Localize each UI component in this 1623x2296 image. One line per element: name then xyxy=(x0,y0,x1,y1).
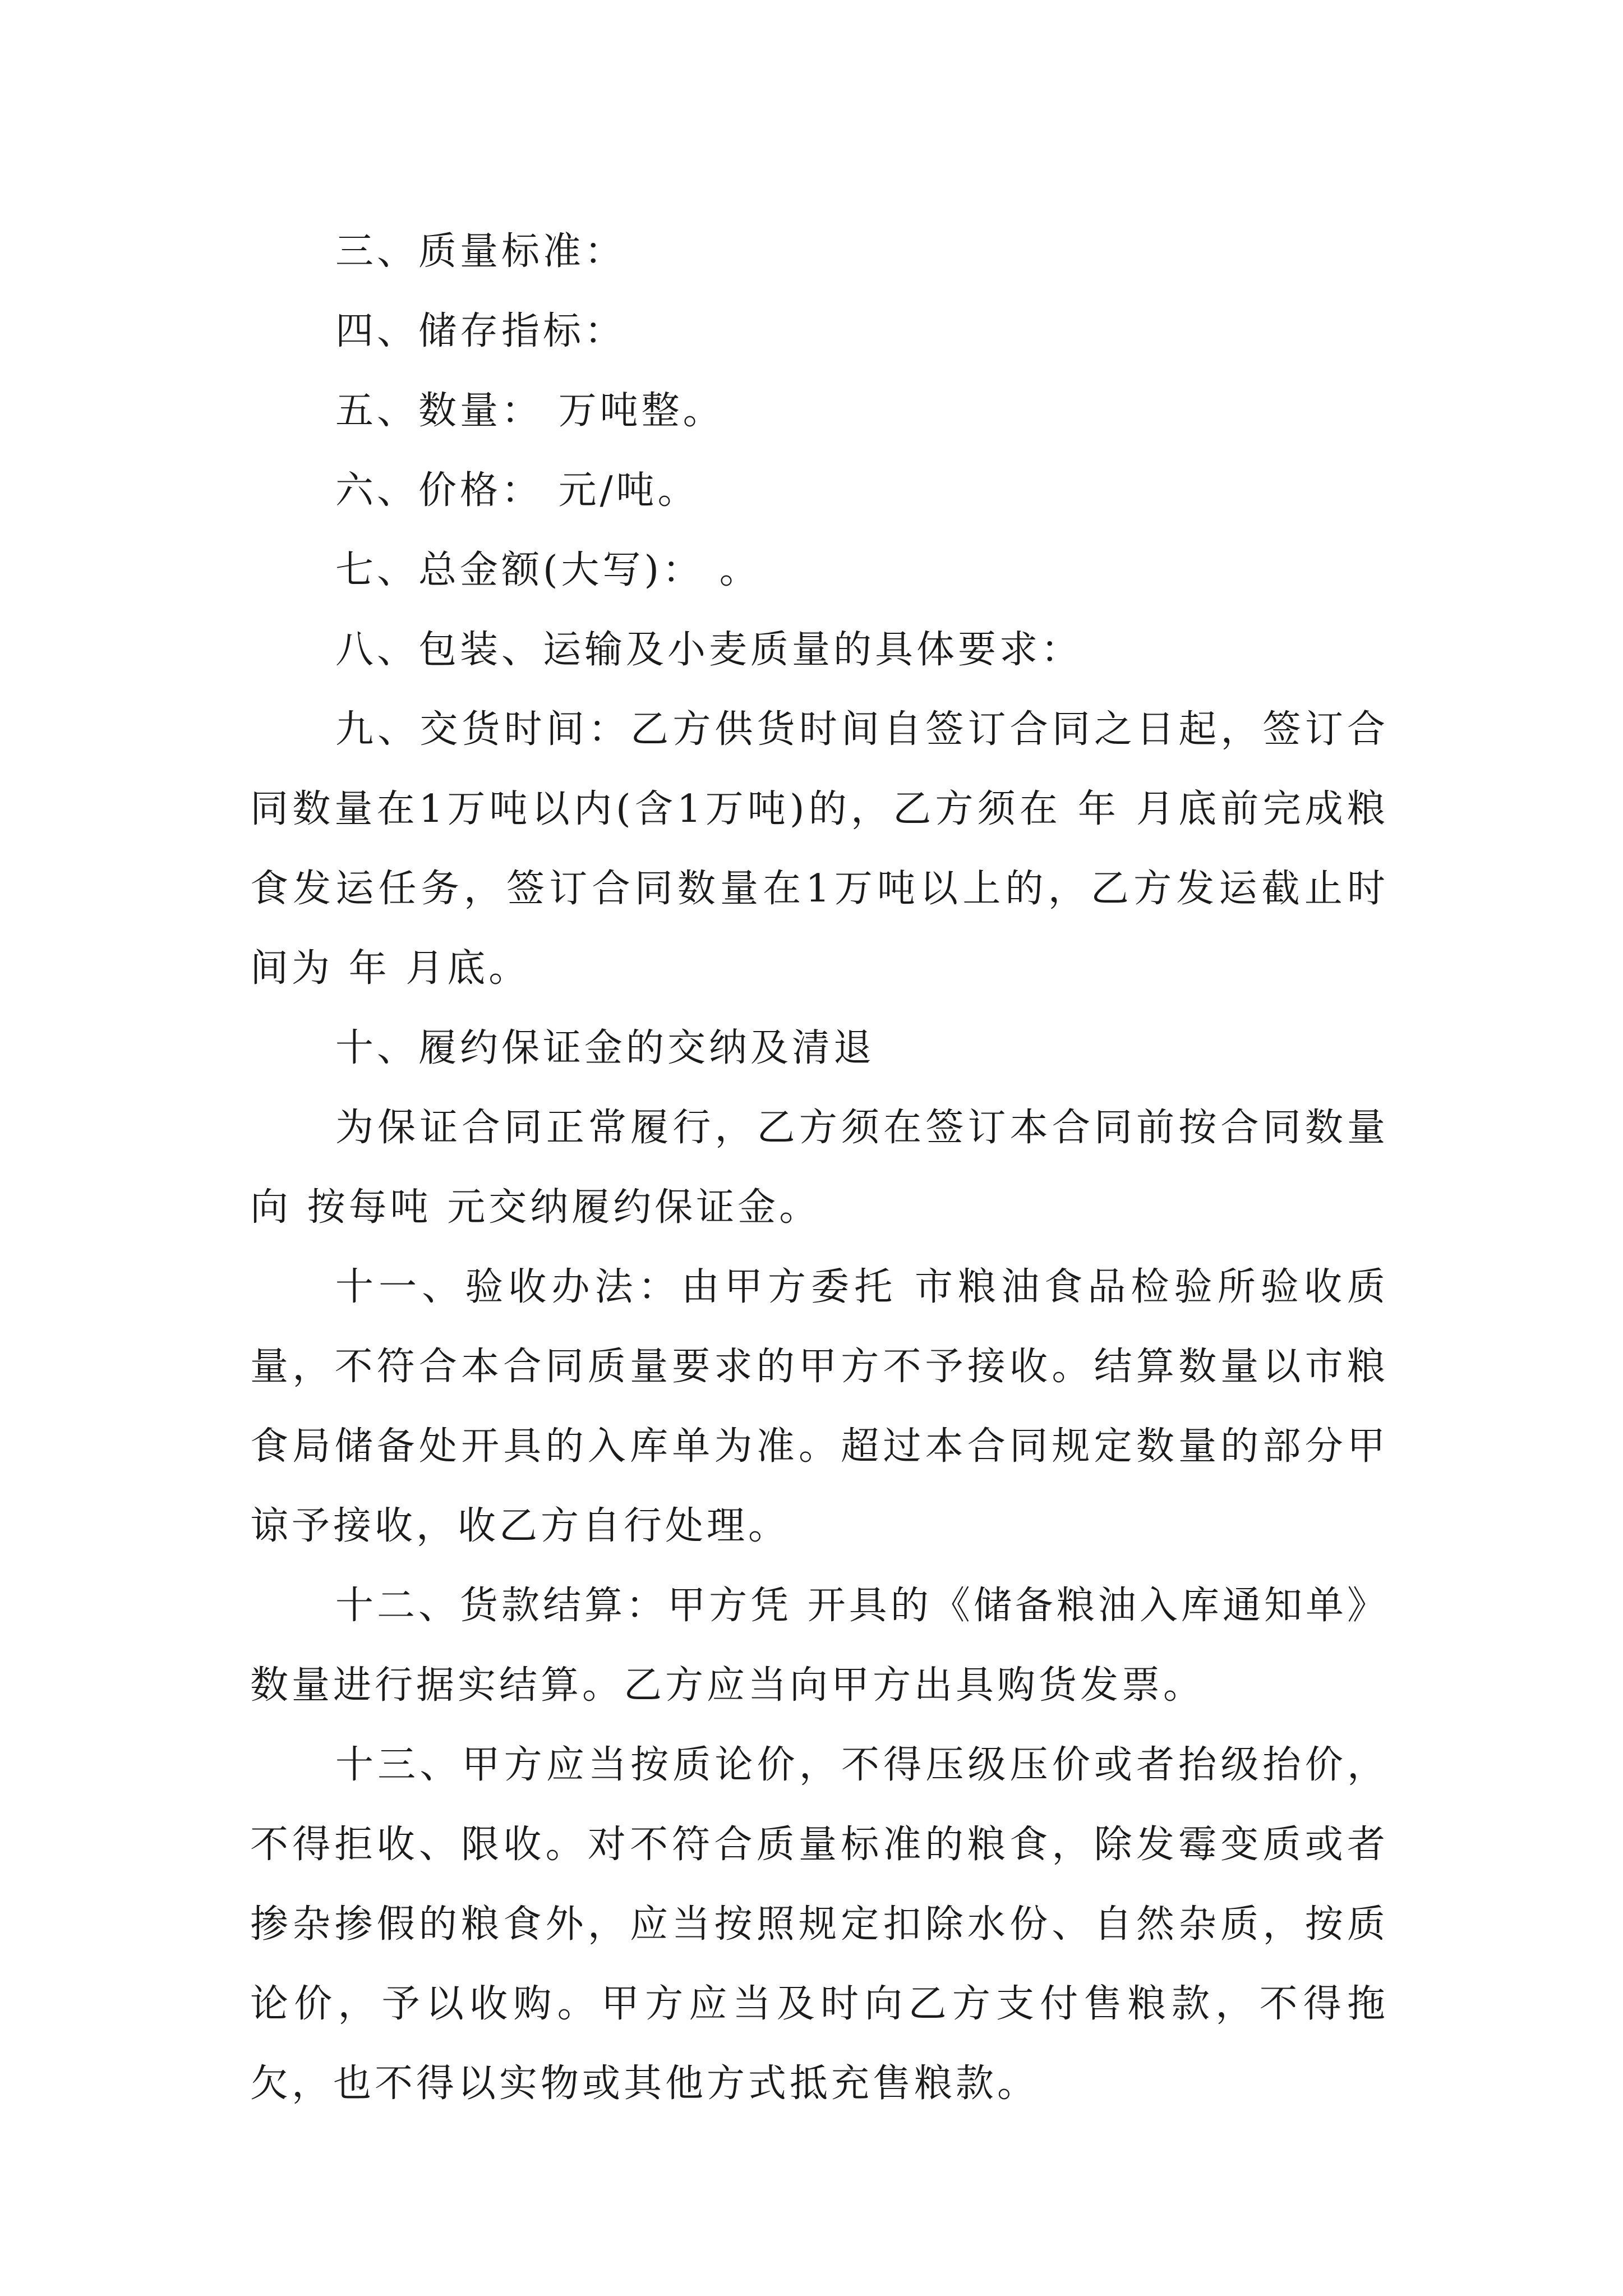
clause-quantity: 五、数量： 万吨整。 xyxy=(335,389,725,433)
clause-quality-standard: 三、质量标准： xyxy=(335,229,626,274)
clause-acceptance-method: 十一、验收办法：由甲方委托 市粮油食品检验所验收质量，不符合本合同质量要求的甲方不予接收。结算数量以市粮食局储备处开具的入库单为准。超过本合同规定数量的部分甲谅予接收，收乙方自行处理。 xyxy=(250,1265,1389,1548)
clause-payment-settlement: 十二、货款结算：甲方凭 开具的《储备粮油入库通知单》数量进行据实结算。乙方应当向甲方出具购货发票。 xyxy=(250,1584,1389,1708)
clause-price: 六、价格： 元/吨。 xyxy=(335,468,699,513)
clause-storage-index: 四、储存指标： xyxy=(335,309,626,353)
document-body xyxy=(250,212,1389,2124)
clause-deposit-body: 为保证合同正常履行，乙方须在签订本合同前按合同数量向 按每吨 元交纳履约保证金。 xyxy=(250,1106,1389,1230)
clause-pricing-obligations: 十三、甲方应当按质论价，不得压级压价或者抬级抬价，不得拒收、限收。对不符合质量标准的粮食，除发霉变质或者掺杂掺假的粮食外，应当按照规定扣除水份、自然杂质，按质论价，予以收购。甲方应当及时向乙方支付售粮款，不得拖欠，也不得以实物或其他方式抵充售粮款。 xyxy=(250,1743,1389,2106)
clause-deposit-heading: 十、履约保证金的交纳及清退 xyxy=(335,1026,875,1070)
clause-total-amount: 七、总金额(大写)： 。 xyxy=(335,548,761,592)
clause-delivery-time: 九、交货时间：乙方供货时间自签订合同之日起，签订合同数量在1万吨以内(含1万吨)的，乙方须在 年 月底前完成粮食发运任务，签订合同数量在1万吨以上的，乙方发运截止时间为 年 月底。 xyxy=(250,707,1389,991)
clause-packaging-requirements: 八、包装、运输及小麦质量的具体要求： xyxy=(335,628,1083,672)
